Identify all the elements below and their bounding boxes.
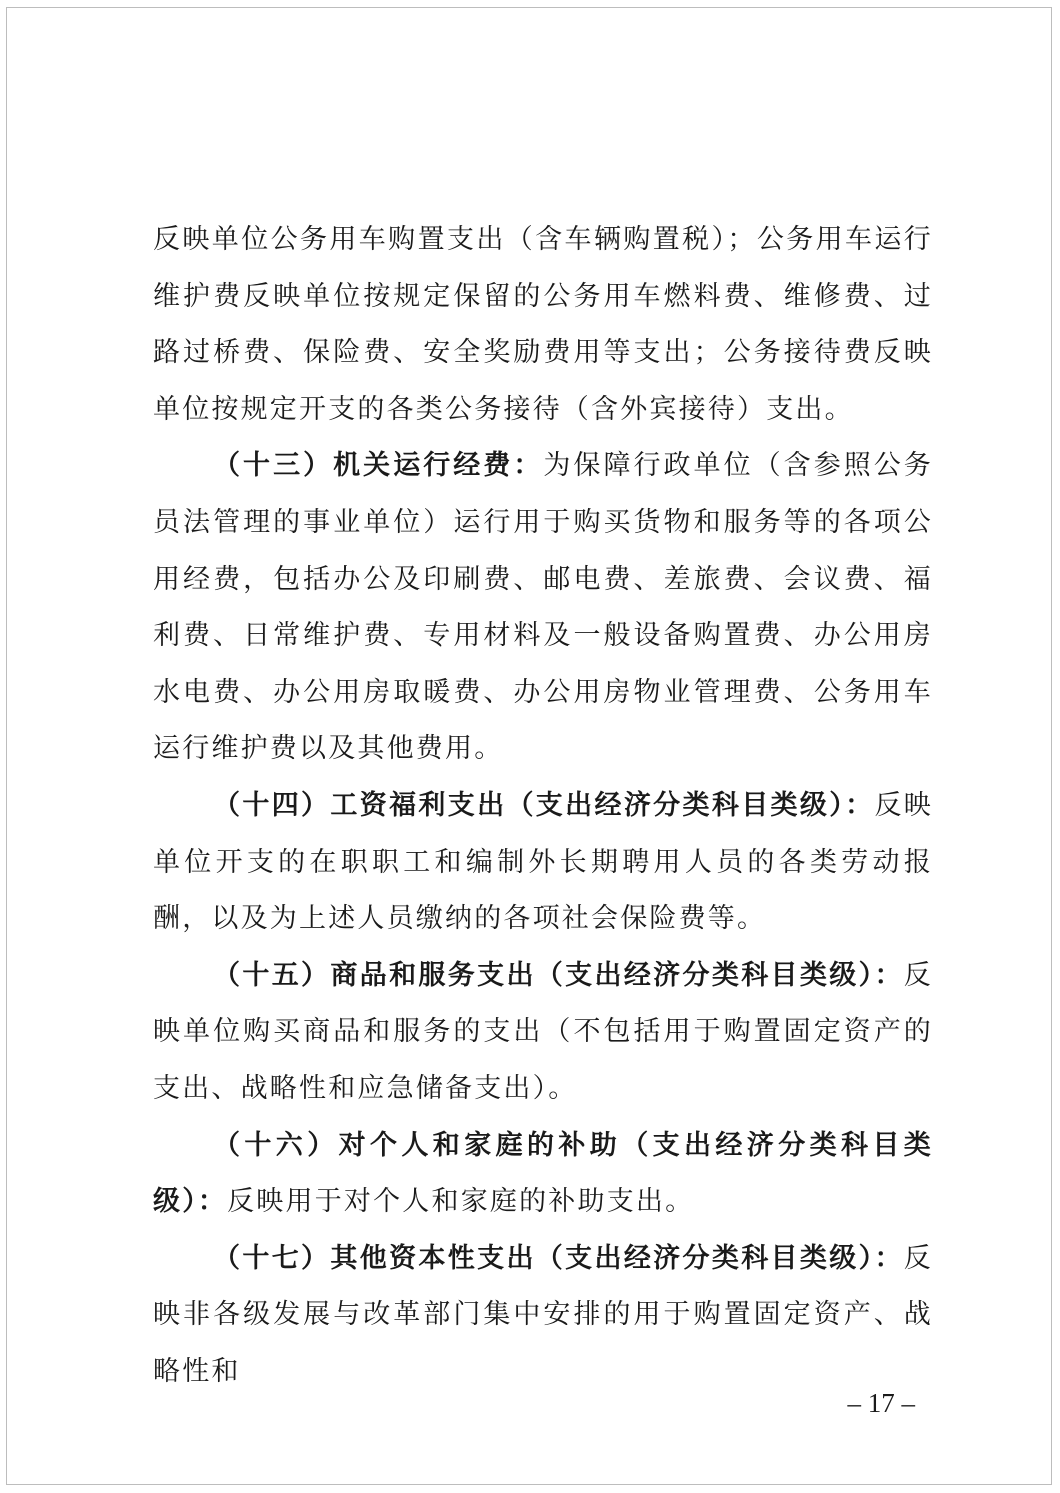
paragraph-text: 为保障行政单位（含参照公务员法管理的事业单位）运行用于购买货物和服务等的各项公用经费，包括办公及印刷费、邮电费、差旅费、会议费、福利费、日常维护费、专用材料及一般设备购置费、办公用房水电费、办公用房取暖费、办公用房物业管理费、公务用车运行维护费以及其他费用。 (153, 450, 934, 765)
paragraph-17 (153, 1231, 933, 1401)
paragraph-13 (153, 438, 933, 778)
document-page (6, 7, 1052, 1485)
paragraph-15 (153, 948, 933, 1118)
paragraph-text: 反映单位购买商品和服务的支出（不包括用于购置固定资产的支出、战略性和应急储备支出）。 (153, 959, 933, 1104)
page-number: – 17 – (847, 1388, 915, 1418)
paragraph-heading: （十四）工资福利支出（支出经济分类科目类级）： (213, 789, 875, 821)
paragraph-text: 反映单位开支的在职职工和编制外长期聘用人员的各类劳动报酬，以及为上述人员缴纳的各项社会保险费等。 (153, 789, 933, 935)
paragraph-text: 反映用于对个人和家庭的补助支出。 (227, 1186, 695, 1218)
paragraph-14 (153, 778, 933, 948)
body-text (153, 212, 933, 1400)
paragraph-heading: （十五）商品和服务支出（支出经济分类科目类级）： (213, 959, 904, 991)
paragraph-heading: （十七）其他资本性支出（支出经济分类科目类级）： (213, 1242, 904, 1274)
paragraph-text: 反映非各级发展与改革部门集中安排的用于购置固定资产、战略性和 (153, 1242, 933, 1387)
paragraph-16 (153, 1118, 933, 1231)
paragraph-heading: （十六）对个人和家庭的补助（支出经济分类科目类级）： (153, 1129, 933, 1218)
paragraph-continuation (153, 212, 933, 438)
paragraph-text: 反映单位公务用车购置支出（含车辆购置税）；公务用车运行维护费反映单位按规定保留的公务用车燃料费、维修费、过路过桥费、保险费、安全奖励费用等支出；公务接待费反映单位按规定开支的各类公务接待（含外宾接待）支出。 (153, 224, 933, 425)
paragraph-heading: （十三）机关运行经费： (213, 450, 544, 482)
